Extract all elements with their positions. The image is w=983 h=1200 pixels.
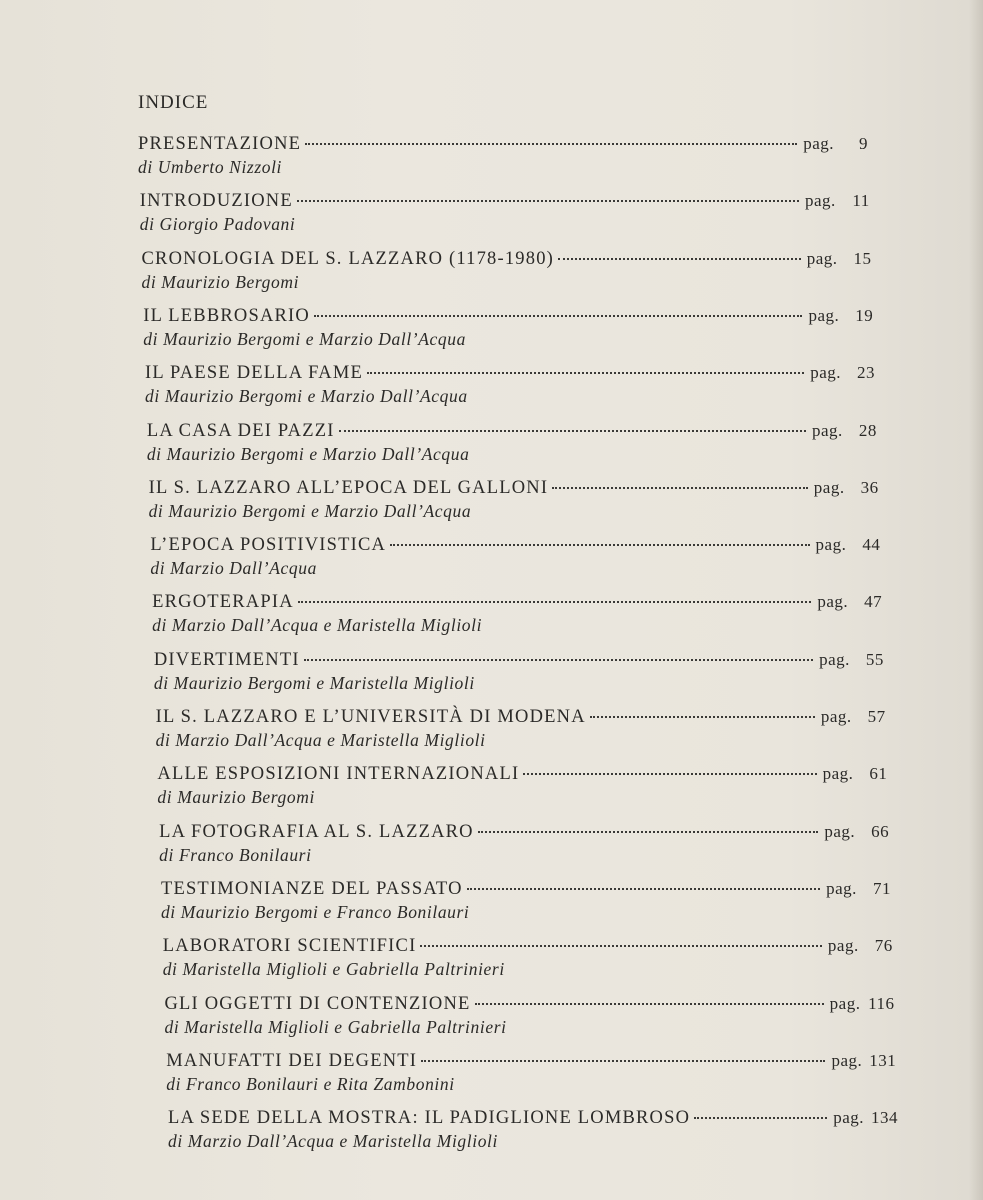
- toc-entry-page: [805, 191, 870, 211]
- toc-entry-title: IL LEBBROSARIO: [143, 305, 310, 326]
- toc-entry: [164, 994, 894, 1044]
- page-number: 55: [865, 649, 884, 669]
- dot-leader: [298, 601, 812, 603]
- toc-entry-line: [159, 822, 889, 843]
- toc-entry-title: IL S. LAZZARO E L’UNIVERSITÀ DI MODENA: [155, 707, 586, 727]
- toc-entry-page: [817, 592, 882, 612]
- page-label: pag.: [806, 248, 838, 268]
- index-heading: INDICE: [138, 92, 209, 113]
- toc-entry-author: di Marzio Dall’Acqua: [150, 558, 317, 579]
- toc-entry: [154, 650, 884, 700]
- page-number: 76: [874, 936, 893, 956]
- toc-entry-line: [156, 707, 886, 728]
- dot-leader: [467, 888, 821, 890]
- dot-leader: [367, 372, 804, 374]
- toc-entry-author: di Marzio Dall’Acqua e Maristella Miglioli: [168, 1131, 498, 1152]
- dot-leader: [694, 1117, 827, 1119]
- page-label: pag.: [812, 420, 843, 440]
- page-label: pag.: [826, 878, 857, 898]
- page-number: 61: [869, 764, 888, 784]
- toc-entry-title: TESTIMONIANZE DEL PASSATO: [160, 878, 463, 899]
- toc-entry-line: [163, 936, 893, 957]
- toc-entry-title: LA SEDE DELLA MOSTRA: IL PADIGLIONE LOMBROSO: [168, 1108, 691, 1129]
- toc-entry-line: [152, 592, 882, 613]
- dot-leader: [590, 716, 815, 718]
- toc-entry-author: di Marzio Dall’Acqua e Maristella Miglioli: [152, 615, 483, 636]
- toc-entry-line: [147, 421, 877, 442]
- toc-entry-line: [168, 1108, 898, 1129]
- toc-entry-line: [143, 306, 873, 327]
- toc-entry-title: IL S. LAZZARO ALL’EPOCA DEL GALLONI: [148, 477, 549, 498]
- toc-entry-author: di Giorgio Padovani: [139, 214, 296, 235]
- toc-entry-line: [140, 191, 870, 212]
- page-label: pag.: [803, 134, 834, 153]
- toc-entry-line: [145, 363, 875, 384]
- page-number: 44: [862, 535, 881, 555]
- toc-entry-line: [166, 1051, 896, 1072]
- toc-entry-line: [149, 478, 879, 499]
- toc-entry-page: [816, 535, 881, 555]
- page-edge-shadow: [969, 0, 983, 1200]
- dot-leader: [314, 315, 803, 317]
- toc-entry-title: LABORATORI SCIENTIFICI: [162, 936, 417, 957]
- page-number: 11: [852, 191, 870, 211]
- page-label: pag.: [829, 993, 861, 1013]
- page-label: pag.: [822, 764, 854, 784]
- toc-entry: [140, 191, 870, 241]
- toc-entry-page: [828, 936, 893, 956]
- toc-entry-title: GLI OGGETTI DI CONTENZIONE: [164, 993, 471, 1014]
- page-label: pag.: [824, 821, 856, 841]
- dot-leader: [558, 258, 801, 260]
- dot-leader: [297, 200, 799, 202]
- toc-entry-title: ALLE ESPOSIZIONI INTERNAZIONALI: [157, 764, 520, 785]
- page-label: pag.: [817, 592, 849, 612]
- toc-entry-page: [808, 306, 873, 326]
- page-number: 15: [853, 248, 872, 268]
- toc-entry-line: [138, 134, 868, 155]
- toc-entry-title: L’EPOCA POSITIVISTICA: [150, 535, 387, 556]
- page-label: pag.: [833, 1108, 864, 1128]
- toc-entry-title: CRONOLOGIA DEL S. LAZZARO (1178-1980): [141, 248, 555, 269]
- dot-leader: [523, 773, 816, 775]
- toc-entry: [168, 1108, 898, 1158]
- page-number: 134: [871, 1108, 898, 1128]
- page-number: 19: [855, 305, 874, 325]
- toc-entry-author: di Franco Bonilauri: [159, 844, 312, 865]
- dot-leader: [305, 143, 797, 145]
- toc-entry-title: PRESENTAZIONE: [138, 134, 302, 154]
- page-number: 9: [859, 134, 868, 153]
- page-label: pag.: [831, 1050, 863, 1070]
- toc-entry-line: [154, 650, 884, 671]
- page-number: 71: [872, 878, 891, 898]
- toc-entry-title: MANUFATTI DEI DEGENTI: [166, 1050, 418, 1071]
- toc-entry: [145, 363, 875, 413]
- page-label: pag.: [827, 936, 859, 956]
- page-number: 116: [868, 993, 895, 1013]
- toc-entry: [147, 421, 877, 471]
- toc-entry-author: di Maurizio Bergomi: [141, 271, 300, 292]
- dot-leader: [339, 430, 806, 432]
- toc-entry: [152, 592, 882, 642]
- dot-leader: [478, 831, 819, 833]
- toc-entry-author: di Maristella Miglioli e Gabriella Paltrinieri: [162, 959, 505, 980]
- dot-leader: [552, 487, 808, 489]
- toc-entry-page: [826, 879, 891, 899]
- dot-leader: [390, 544, 809, 546]
- toc-entry: [161, 879, 891, 929]
- toc-entry-author: di Maurizio Bergomi e Marzio Dall’Acqua: [148, 500, 472, 521]
- page-number: 28: [858, 420, 877, 440]
- toc-entry: [163, 936, 893, 986]
- dot-leader: [475, 1003, 824, 1005]
- toc-entry-page: [803, 134, 868, 154]
- toc-entry-title: INTRODUZIONE: [139, 191, 293, 212]
- toc-entry-author: di Franco Bonilauri e Rita Zambonini: [166, 1073, 455, 1094]
- toc-entry: [156, 707, 886, 757]
- toc-entry-title: LA CASA DEI PAZZI: [146, 420, 335, 441]
- page-number: 57: [867, 707, 886, 726]
- toc-entry-line: [157, 764, 887, 785]
- dot-leader: [420, 945, 821, 947]
- toc-entry-page: [814, 478, 879, 498]
- toc-entry-page: [824, 822, 889, 842]
- toc-entry-line: [164, 994, 894, 1015]
- toc-entry-page: [833, 1108, 898, 1128]
- toc-entry-title: DIVERTIMENTI: [153, 649, 300, 670]
- page-label: pag.: [820, 707, 852, 726]
- toc-entry-line: [142, 249, 872, 270]
- page-label: pag.: [804, 191, 836, 211]
- page-label: pag.: [813, 477, 845, 497]
- toc-entry-page: [810, 363, 875, 383]
- toc-entry-page: [812, 421, 877, 441]
- page-label: pag.: [808, 305, 840, 325]
- toc-entry-page: [830, 994, 895, 1014]
- page-number: 36: [860, 477, 879, 497]
- toc-entry-author: di Umberto Nizzoli: [138, 157, 283, 177]
- toc-entry: [142, 249, 872, 299]
- toc-entry-author: di Maurizio Bergomi e Marzio Dall’Acqua: [145, 386, 468, 407]
- toc-entry: [157, 764, 887, 814]
- toc-entry-title: ERGOTERAPIA: [152, 592, 294, 613]
- page-number: 66: [871, 821, 890, 841]
- page-label: pag.: [810, 363, 842, 383]
- page-number: 47: [864, 592, 883, 612]
- dot-leader: [421, 1060, 825, 1062]
- toc-entry-line: [150, 535, 880, 556]
- page-label: pag.: [815, 535, 847, 555]
- toc-entry-author: di Maurizio Bergomi e Marzio Dall’Acqua: [143, 328, 466, 349]
- toc-entry-page: [807, 249, 872, 269]
- toc-entry: [159, 822, 889, 872]
- toc-entry: [149, 478, 879, 528]
- page-label: pag.: [819, 649, 850, 669]
- toc-entry-page: [819, 650, 884, 670]
- toc-entry-author: di Maurizio Bergomi e Marzio Dall’Acqua: [146, 443, 470, 464]
- toc-entry: [138, 134, 868, 184]
- toc-entry-page: [823, 764, 888, 784]
- toc-entry-author: di Maurizio Bergomi e Maristella Miglioli: [153, 672, 475, 693]
- toc-entry: [150, 535, 880, 585]
- toc-entry: [166, 1051, 896, 1101]
- page-number: 23: [857, 363, 876, 383]
- toc-entry-page: [831, 1051, 896, 1071]
- toc-entry: [143, 306, 873, 356]
- toc-entry-line: [161, 879, 891, 900]
- page-number: 131: [869, 1050, 897, 1070]
- toc-entry-author: di Marzio Dall’Acqua e Maristella Miglioli: [155, 730, 486, 750]
- dot-leader: [304, 659, 813, 661]
- toc-entry-title: IL PAESE DELLA FAME: [145, 363, 363, 384]
- toc-entry-title: LA FOTOGRAFIA AL S. LAZZARO: [159, 821, 474, 842]
- toc-entry-page: [821, 707, 886, 727]
- toc-entry-author: di Maurizio Bergomi e Franco Bonilauri: [160, 901, 470, 922]
- toc-entry-author: di Maurizio Bergomi: [157, 787, 315, 808]
- toc-entry-author: di Maristella Miglioli e Gabriella Paltrinieri: [164, 1016, 507, 1037]
